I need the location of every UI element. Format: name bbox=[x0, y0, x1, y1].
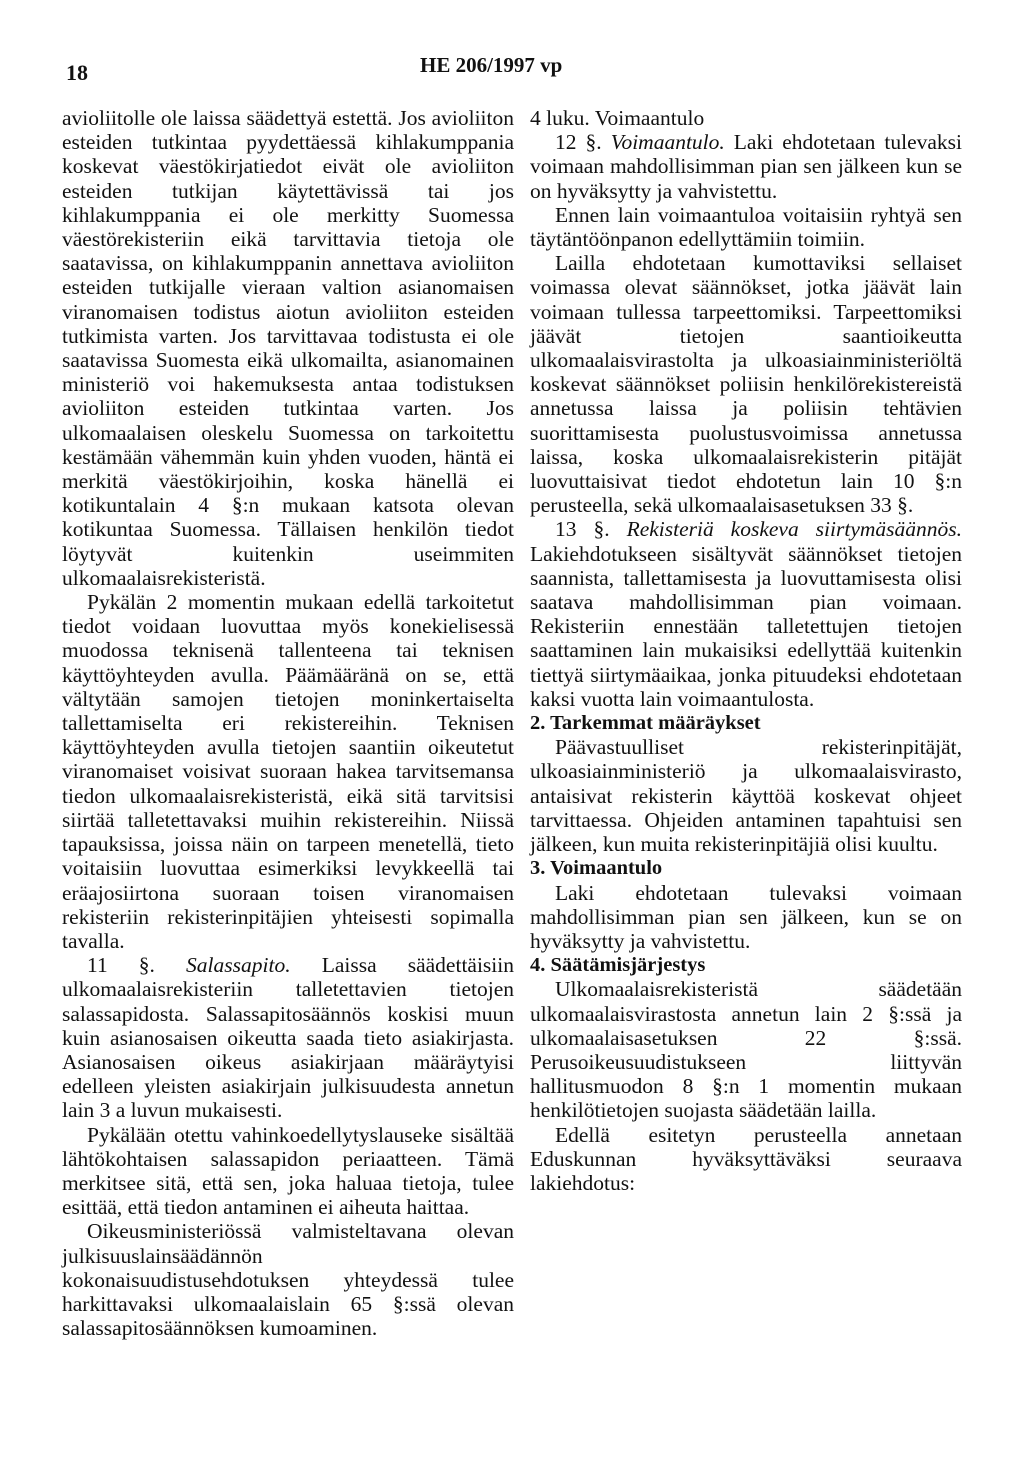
section-13-text: Lakiehdotukseen sisältyvät säännökset tietojen saannista, tallettamisesta ja luovuttamisesta olisi saatava mahdollisimman pian voimaan. Rekisteriin ennestään talletettujen tietojen saattaminen lain mukaisiksi edellyttää kuitenkin tiettyä siirtymäaikaa, jonka pituudeksi ehdotetaan kaksi vuotta lain voimaantulosta. bbox=[530, 541, 962, 711]
section-13-number: 13 §. bbox=[555, 517, 610, 542]
paragraph-section-11 bbox=[62, 953, 514, 1122]
section-12-title: Voimaantulo. bbox=[610, 130, 725, 155]
paragraph-oikeusministerio: Oikeusministeriössä valmisteltavana olevan julkisuuslainsäädännön kokonaisuudistusehdotuksen yhteydessä tulee harkittavaksi ulkomaalaislain 65 §:ssä olevan salassapitosäännöksen kumoaminen. bbox=[62, 1219, 514, 1341]
paragraph-vahinkoedellytys: Pykälään otettu vahinkoedellytyslauseke sisältää lähtökohtaisen salassapidon periaatteen. Tämä merkitsee sitä, että sen, joka haluaa tietoja, tulee esittää, että tiedon antaminen ei aiheuta haittaa. bbox=[62, 1122, 514, 1220]
right-column bbox=[530, 106, 962, 1195]
paragraph-section-12 bbox=[530, 130, 962, 203]
section-11-text: Laissa säädettäisiin ulkomaalaisrekisteriin talletettavien tietojen salassapidosta. Salassapitosäännös koskisi muun kuin asianosaisen oikeutta saada tieto asiakirjasta. Asianosaisen oikeus asiakirjaan määräytyisi edelleen yleisten asiakirjain julkisuudesta annetun lain 3 a luvun mukaisesti. bbox=[62, 953, 514, 1123]
heading-saatamisjarjestys: 4. Säätämisjärjestys bbox=[530, 954, 706, 977]
section-12-text: Laki ehdotetaan tulevaksi voimaan mahdollisimman pian sen jälkeen kun se on hyväksytty ja vahvistettu. bbox=[530, 130, 962, 203]
paragraph-saatamisjarjestys: Ulkomaalaisrekisteristä säädetään ulkomaalaisvirastosta annetun lain 2 §:ssä ja ulkomaalaisasetuksen 22 §:ssä. Perusoikeusuudistukseen liittyvän hallitusmuodon 8 §:n 1 momentin mukaan henkilötietojen suojasta säädetään lailla. bbox=[530, 977, 962, 1123]
document-id: HE 206/1997 vp bbox=[420, 53, 563, 77]
page-number: 18 bbox=[66, 60, 88, 85]
paragraph-tarkemmat-maaraykset: Päävastuulliset rekisterinpitäjät, ulkoasiainministeriö ja ulkomaalaisvirasto, antaisivat rekisterin käyttöä koskevat ohjeet tarvittaessa. Ohjeiden antaminen tapahtuisi sen jälkeen, kun muita rekisterinpitäjiä olisi kuultu. bbox=[530, 735, 962, 857]
paragraph-lakiehdotus: Edellä esitetyn perusteella annetaan Eduskunnan hyväksyttäväksi seuraava lakiehdotus: bbox=[530, 1122, 962, 1195]
left-column bbox=[62, 106, 514, 1340]
chapter-heading: 4 luku. Voimaantulo bbox=[530, 106, 705, 130]
paragraph-ennen-voimaantuloa: Ennen lain voimaantuloa voitaisiin ryhtyä sen täytäntöönpanon edellyttämiin toimiin. bbox=[530, 202, 962, 252]
heading-voimaantulo: 3. Voimaantulo bbox=[530, 857, 663, 880]
paragraph-avioliitto: avioliitolle ole laissa säädettyä estettä. Jos avioliiton esteiden tutkintaa pyydettäessä kihlakumppania koskevat väestökirjatiedot eivät ole avioliiton esteiden tutkijan käytettävissä tai jos kihlakumppania ei ole merkitty Suomessa väestörekisteriin eikä tarvittavia tietoja ole saatavissa, on kihlakumppanin annettava avioliiton esteiden tutkijalle vieraan valtion asianomaisen viranomaisen todistus aiotun avioliiton esteiden tutkimista varten. Jos tarvittavaa todistusta ei ole saatavissa Suomesta eikä ulkomailta, asianomainen ministeriö voi hakemuksesta antaa todistuksen avioliiton esteiden tutkintaa varten. Jos ulkomaalaisen oleskelu Suomessa on tarkoitettu kestämään vähemmän kuin yhden vuoden, häntä ei merkitä väestökirjoihin, koska hänellä ei kotikuntalain 4 §:n mukaan katsota olevan kotikuntaa Suomessa. Tällaisen henkilön tiedot löytyvät kuitenkin useimmiten ulkomaalaisrekisteristä. bbox=[62, 106, 514, 590]
section-11-number: 11 §. bbox=[87, 953, 155, 978]
heading-tarkemmat-maaraykset: 2. Tarkemmat määräykset bbox=[530, 712, 761, 735]
section-11-title: Salassapito. bbox=[186, 953, 291, 978]
paragraph-voimaantulo: Laki ehdotetaan tulevaksi voimaan mahdollisimman pian sen jälkeen, kun se on hyväksytty ja vahvistettu. bbox=[530, 880, 962, 953]
paragraph-section-13 bbox=[530, 517, 962, 711]
paragraph-kumottavat: Lailla ehdotetaan kumottaviksi sellaiset voimassa olevat säännökset, jotka jäävät lain voimaan tullessa tarpeettomiksi. Tarpeettomiksi jäävät tietojen saantioikeutta ulkomaalaisvirastolta ja ulkoasiainministeriöltä koskevat säännökset poliisin henkilörekistereistä annetussa laissa ja poliisin tehtävien suorittamisesta puolustusvoimissa annetussa laissa, koska ulkomaalaisrekisterin pitäjät luovuttaisivat tiedot ehdotetun lain 10 §:n perusteella, sekä ulkomaalaisasetuksen 33 §. bbox=[530, 251, 962, 518]
section-12-number: 12 §. bbox=[555, 130, 602, 155]
section-13-title: Rekisteriä koskeva siirtymäsäännös. bbox=[626, 517, 963, 542]
paragraph-pykalan-2-momentti: Pykälän 2 momentin mukaan edellä tarkoitetut tiedot voidaan luovuttaa myös konekielisessä muodossa teknisenä tallenteena tai teknisen käyttöyhteyden avulla. Päämääränä on se, että vältytään samojen tietojen moninkertaiselta tallettamiselta eri rekistereihin. Teknisen käyttöyhteyden avulla tietojen saantiin oikeutetut viranomaiset voisivat suoraan hakea tarvitsemansa tiedon ulkomaalaisrekisteristä, eikä sitä tarvitsisi siirtää talletettavaksi muihin rekistereihin. Niissä tapauksissa, joissa näin on tarpeen menetellä, tieto voitaisiin luovuttaa esimerkiksi levykkeellä tai eräajosiirtona suoraan toisen viranomaisen rekisteriin rekisterinpitäjien yhteisesti sopimalla tavalla. bbox=[62, 590, 514, 953]
